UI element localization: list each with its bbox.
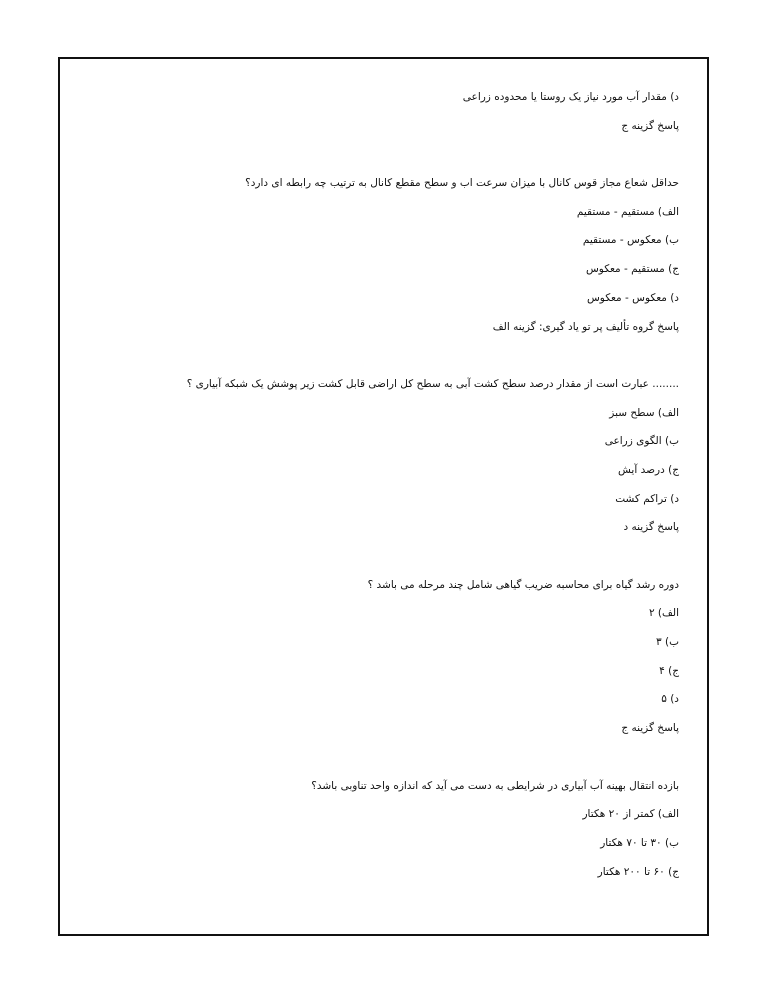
- document-content: [119, 83, 679, 886]
- option-a: الف) مستقیم - مستقیم: [576, 205, 679, 218]
- option-b: ب) الگوی زراعی: [604, 435, 679, 448]
- option-d: د) ۵: [661, 693, 679, 706]
- option-b: ب) ۳۰ تا ۷۰ هکتار: [600, 836, 679, 849]
- question-text: دوره رشد گیاه برای محاسبه ضریب گیاهی شامل چند مرحله می باشد ؟: [367, 578, 679, 591]
- option-c: ج) ۴: [659, 664, 679, 677]
- option-b: ب) ۳: [656, 636, 679, 649]
- option-c: ج) ۶۰ تا ۲۰۰ هکتار: [597, 865, 679, 878]
- answer-line: پاسخ گروه تألیف پر تو یاد گیری: گزینه الف: [492, 320, 679, 333]
- option-d: د) معکوس - معکوس: [586, 291, 679, 304]
- question-block-2: [119, 370, 679, 542]
- option-b: ب) معکوس - مستقیم: [582, 234, 679, 247]
- answer-line: پاسخ گزینه ج: [621, 722, 679, 735]
- question-block-3: [119, 571, 679, 743]
- option-d: د) تراکم کشت: [615, 492, 679, 505]
- option-c: ج) مستقیم - معکوس: [585, 263, 679, 276]
- question-text: ........ عبارت است از مقدار درصد سطح کشت آبی به سطح کل اراضی قابل کشت زیر پوشش یک شبکه آبیاری ؟: [186, 377, 679, 390]
- prev-answer: پاسخ گزینه ج: [621, 119, 679, 132]
- question-text: حداقل شعاع مجاز قوس کانال با میزان سرعت اب و سطح مقطع کانال به ترتیب چه رابطه ای دارد؟: [245, 177, 679, 190]
- option-c: ج) درصد آیش: [618, 463, 679, 476]
- prev-option-d: د) مقدار آب مورد نیاز یک روستا یا محدوده زراعی: [462, 91, 679, 103]
- option-a: الف) کمتر از ۲۰ هکتار: [582, 808, 679, 821]
- question-block-1: [119, 169, 679, 341]
- option-a: الف) ۲: [648, 607, 679, 620]
- question-block-4: [119, 772, 679, 887]
- answer-line: پاسخ گزینه د: [623, 521, 679, 534]
- question-text: بازده انتقال بهینه آب آبیاری در شرایطی به دست می آید که اندازه واحد تناوبی باشد؟: [311, 779, 679, 792]
- option-a: الف) سطح سبز: [609, 406, 679, 419]
